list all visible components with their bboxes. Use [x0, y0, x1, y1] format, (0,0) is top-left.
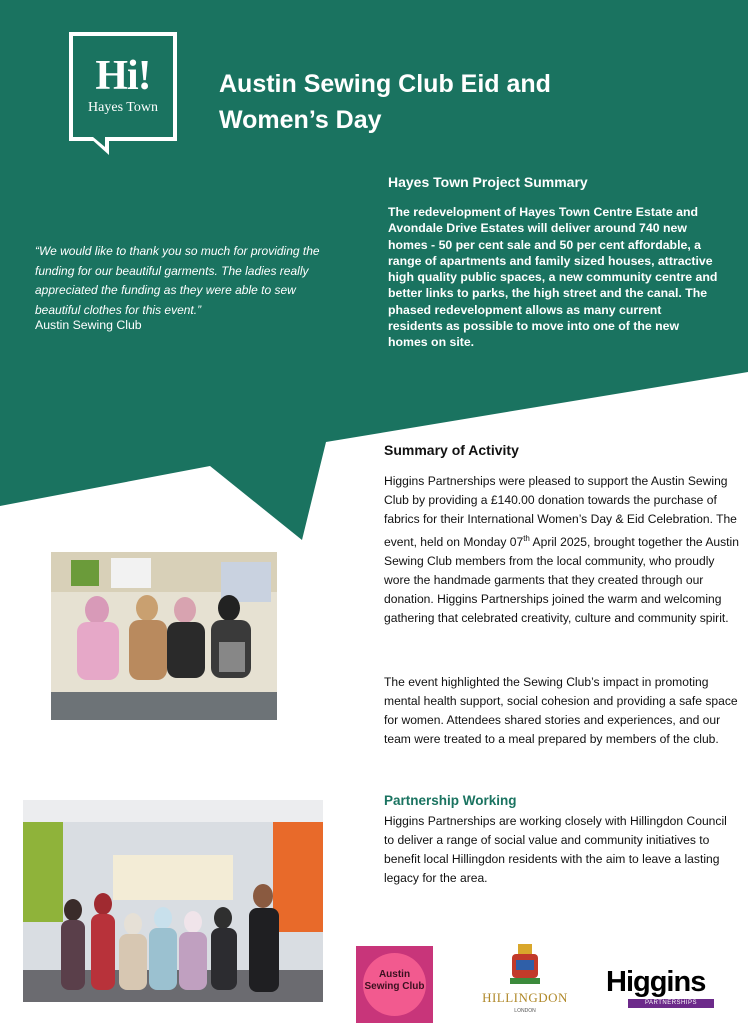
partnership-heading: Partnership Working — [384, 793, 517, 808]
activity-paragraph-1: Higgins Partnerships were pleased to support the Austin Sewing Club by providing a £140.00 donation towards the purchase of fabrics for their International Women’s Day & Eid Celebration. The event, held on Monday 07th April 2025, brought together the Austin Sewing Club members from the local community, who proudly wore the handmade garments that they created through our donation. Higgins Partnerships joined the warm and welcoming gathering that celebrated creativity, culture and community spirit. — [384, 474, 739, 626]
activity-paragraph-2: The event highlighted the Sewing Club’s impact in promoting mental health support, social cohesion and providing a safe space for women. Attendees shared stories and experiences, and our team were treated to a meal prepared by members of the club. — [384, 675, 738, 746]
higgins-partnerships-logo: Higgins PARTNERSHIPS — [606, 966, 714, 1014]
hayes-town-logo — [69, 32, 177, 141]
logo-town-text: Hayes Town — [88, 100, 158, 115]
activity-heading: Summary of Activity — [384, 442, 519, 458]
sewing-logo-circle: Austin Sewing Club — [363, 953, 426, 1016]
logo-tail-icon — [89, 137, 111, 157]
project-summary-heading: Hayes Town Project Summary — [388, 174, 588, 190]
project-summary-body: The redevelopment of Hayes Town Centre Estate and Avondale Drive Estates will deliver around 740 new homes - 50 per cent sale and 50 per cent affordable, a range of apartments and family sized houses, attractive high quality public spaces, a new community centre and better links to parks, the high street and the canal. The phased redevelopment allows as many current residents as possible to move into one of the new homes on site. — [388, 205, 718, 350]
hillingdon-logo: HILLINGDON LONDON — [470, 940, 580, 1025]
event-photo-seated — [51, 552, 277, 720]
austin-sewing-club-logo — [356, 946, 433, 1023]
testimonial-source: Austin Sewing Club — [35, 318, 142, 332]
logo-hi-text: Hi! — [95, 53, 151, 99]
event-photo-group — [23, 800, 323, 1002]
hillingdon-crest-icon — [508, 940, 542, 988]
partnership-body: Higgins Partnerships are working closely with Hillingdon Council to deliver a range of social value and community initiatives to benefit local Hillingdon residents with the aim to leave a lasting legacy for the area. — [384, 814, 727, 885]
page-title: Austin Sewing Club Eid and Women’s Day — [219, 70, 551, 134]
testimonial-quote: “We would like to thank you so much for providing the funding for our beautiful garments. The ladies really appreciated the funding as they were able to sew beautiful clothes for this event.” — [35, 244, 320, 317]
